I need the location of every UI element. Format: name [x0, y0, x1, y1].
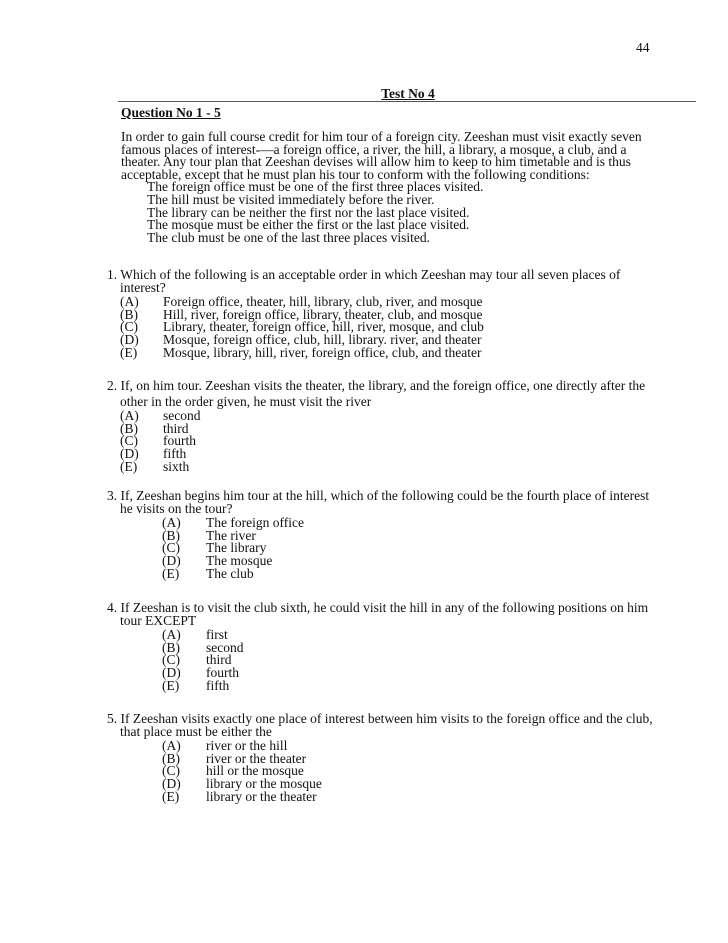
option-text: second: [206, 639, 244, 655]
question-4: [107, 602, 707, 692]
condition-item: The hill must be visited immediately before the river.: [147, 191, 435, 207]
option-text: The library: [206, 540, 267, 556]
stem-line: Which of the following is an acceptable order in which Zeeshan may tour all seven places of: [120, 267, 621, 282]
page-number: 44: [636, 40, 650, 55]
option-text: hill or the mosque: [206, 763, 304, 779]
stem-line: If Zeeshan is to visit the club sixth, he could visit the hill in any of the following positions on him: [120, 600, 649, 615]
option-letter: (C): [162, 763, 180, 779]
stem-line: interest?: [120, 279, 166, 295]
option-e: [120, 344, 707, 360]
option-e: [162, 565, 707, 581]
passage-line: In order to gain full course credit for him tour of a foreign city. Zeeshan must visit exactly seven: [121, 129, 642, 144]
passage-line: theater. Any tour plan that Zeeshan devises will allow him to keep to him timetable and is thus: [121, 154, 631, 170]
option-letter: (C): [162, 540, 180, 556]
option-letter: (B): [162, 527, 180, 543]
option-letter: (D): [120, 331, 139, 347]
option-list: [107, 410, 707, 473]
option-letter: (A): [120, 294, 139, 310]
stem-line: other in the order given, he must visit the river: [120, 393, 372, 409]
stem-line: tour EXCEPT: [120, 612, 197, 628]
stem-line: If Zeeshan visits exactly one place of interest between him visits to the foreign office and the club,: [120, 711, 653, 726]
condition-item: The mosque must be either the first or the last place visited.: [147, 217, 470, 233]
option-letter: (E): [120, 458, 138, 474]
question-number: 4.: [107, 600, 118, 615]
option-text: Foreign office, theater, hill, library, club, river, and mosque: [163, 294, 483, 310]
option-d: [120, 445, 707, 461]
option-letter: (D): [162, 664, 181, 680]
option-text: river or the theater: [206, 750, 307, 766]
option-list: [107, 517, 707, 580]
question-number: 2.: [107, 378, 118, 393]
option-d: [162, 664, 707, 680]
option-text: first: [206, 627, 228, 643]
question-2: [107, 380, 707, 473]
option-text: Mosque, foreign office, club, hill, library. river, and theater: [163, 331, 482, 347]
option-letter: (E): [162, 565, 180, 581]
option-text: fourth: [206, 664, 239, 680]
option-text: fifth: [163, 445, 187, 461]
option-letter: (E): [162, 677, 180, 693]
question-5: [107, 713, 707, 803]
option-text: library or the theater: [206, 788, 317, 804]
option-c: [120, 435, 707, 448]
passage-line: acceptable, except that he must plan his tour to conform with the following conditions:: [121, 166, 590, 182]
condition-list: [147, 181, 691, 244]
question-stem: [107, 490, 707, 515]
option-text: river or the hill: [206, 738, 288, 754]
option-letter: (A): [162, 627, 181, 643]
option-letter: (C): [120, 433, 138, 449]
option-letter: (A): [162, 738, 181, 754]
option-letter: (B): [162, 639, 180, 655]
question-number: 5.: [107, 711, 118, 726]
option-e: [162, 677, 707, 693]
option-text: third: [163, 420, 189, 436]
option-letter: (B): [120, 306, 138, 322]
question-stem: [107, 380, 707, 408]
option-letter: (D): [120, 445, 139, 461]
option-text: The foreign office: [206, 515, 304, 531]
question-range-label: Question No 1 - 5: [121, 105, 221, 120]
passage-intro: [121, 131, 691, 181]
passage: [121, 131, 691, 244]
option-c: [162, 654, 707, 667]
option-letter: (A): [162, 515, 181, 531]
option-text: The club: [206, 565, 254, 581]
option-list: [107, 296, 707, 359]
option-text: Mosque, library, hill, river, foreign office, club, and theater: [163, 344, 482, 360]
stem-line: that place must be either the: [120, 723, 272, 739]
option-e: [162, 788, 707, 804]
option-text: Library, theater, foreign office, hill, river, mosque, and club: [163, 319, 484, 335]
question-stem: [107, 269, 707, 294]
option-text: second: [163, 408, 201, 424]
option-letter: (D): [162, 552, 181, 568]
option-letter: (E): [120, 344, 138, 360]
question-stem: [107, 602, 707, 627]
question-3: [107, 490, 707, 580]
option-text: The river: [206, 527, 256, 543]
option-text: library or the mosque: [206, 775, 322, 791]
condition-item: The club must be one of the last three places visited.: [147, 229, 431, 245]
option-letter: (B): [162, 750, 180, 766]
condition-item: The library can be neither the first nor the last place visited.: [147, 204, 470, 220]
option-list: [107, 740, 707, 803]
option-b: [162, 639, 707, 655]
option-list: [107, 629, 707, 692]
option-letter: (C): [120, 319, 138, 335]
option-text: Hill, river, foreign office, library, theater, club, and mosque: [163, 306, 483, 322]
passage-line: famous places of interest-—a foreign office, a river, the hill, a library, a mosque, a club, and a: [121, 141, 627, 157]
question-stem: [107, 713, 707, 738]
option-text: fifth: [206, 677, 230, 693]
option-text: sixth: [163, 458, 190, 474]
option-text: fourth: [163, 433, 196, 449]
option-letter: (B): [120, 420, 138, 436]
option-b: [120, 420, 707, 436]
test-title: Test No 4: [381, 86, 435, 101]
option-letter: (E): [162, 788, 180, 804]
option-text: The mosque: [206, 552, 273, 568]
question-number: 3.: [107, 488, 118, 503]
question-number: 1.: [107, 267, 118, 282]
stem-line: he visits on the tour?: [120, 500, 233, 516]
option-letter: (C): [162, 652, 180, 668]
option-text: third: [206, 652, 232, 668]
option-e: [120, 458, 707, 474]
header-rule: [118, 101, 696, 102]
option-a: [120, 410, 707, 423]
question-1: [107, 269, 707, 359]
stem-line: If, Zeeshan begins him tour at the hill, which of the following could be the fourth place of interest: [120, 488, 650, 503]
condition-item: The foreign office must be one of the first three places visited.: [147, 179, 484, 195]
option-letter: (A): [120, 408, 139, 424]
option-letter: (D): [162, 775, 181, 791]
stem-line: If, on him tour. Zeeshan visits the theater, the library, and the foreign office, one directly after the: [120, 378, 646, 393]
